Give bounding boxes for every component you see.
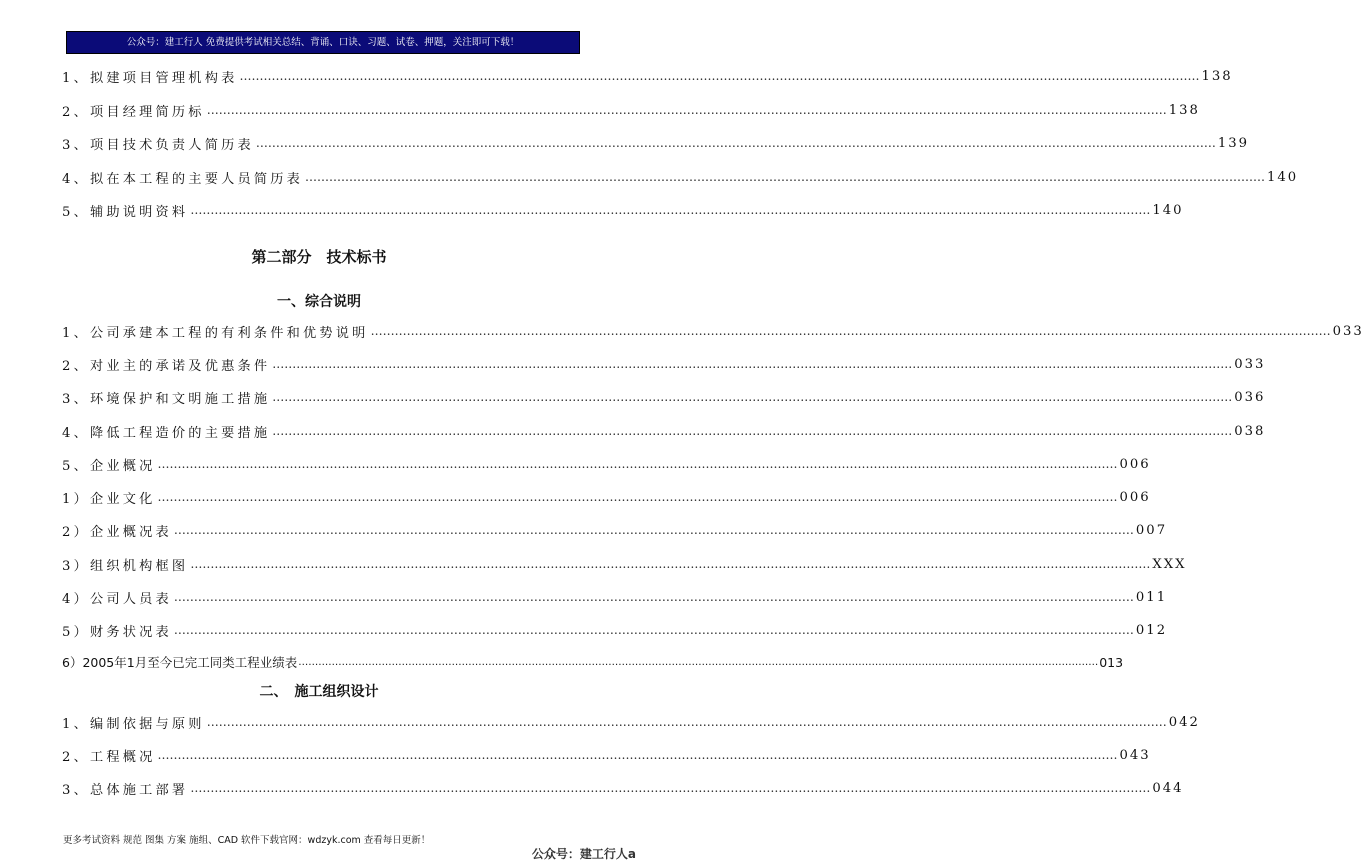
toc-leader-dots: ……………………………………………………………………………………………………………………………………………………………………………………………………………………	[157, 457, 1118, 471]
toc-entry-title: 2、工程概况	[62, 749, 156, 765]
toc-entry-page: 006	[1119, 489, 1151, 505]
toc-entry	[62, 587, 1168, 607]
toc-entry	[62, 652, 1124, 672]
toc-entry	[62, 487, 1151, 507]
toc-entry-page: 038	[1234, 423, 1266, 439]
toc-leader-dots: ……………………………………………………………………………………………………………………………………………………………………………………………………………………	[272, 424, 1233, 438]
toc-entry	[62, 778, 1184, 798]
toc-entry	[62, 554, 1187, 574]
toc-entry-page: 139	[1217, 135, 1250, 151]
toc-entry-page: 042	[1168, 714, 1200, 730]
section-heading: 二、 施工组织设计	[259, 684, 379, 700]
toc-entry	[62, 620, 1168, 640]
toc-entry-page: XXX	[1152, 556, 1187, 572]
toc-entry-page: 036	[1234, 389, 1266, 405]
toc-entry-page: 138	[1201, 68, 1233, 84]
top-banner: 公众号：建工行人 免费提供考试相关总结、背诵、口诀、习题、试卷、押题，关注即可下载！	[66, 31, 580, 54]
toc-entry-title: 3、项目技术负责人简历表	[62, 137, 254, 153]
toc-leader-dots: ……………………………………………………………………………………………………………………………………………………………………………………………………………………	[173, 623, 1134, 637]
toc-leader-dots: ……………………………………………………………………………………………………………………………………………………………………………………………………………………	[272, 357, 1233, 371]
toc-entry-title: 2、项目经理简历标	[62, 104, 205, 120]
toc-leader-dots: ……………………………………………………………………………………………………………………………………………………………………………………………………………………	[239, 69, 1200, 83]
toc-leader-dots: ……………………………………………………………………………………………………………………………………………………………………………………………………………………	[272, 390, 1233, 404]
toc-entry-title: 4、降低工程造价的主要措施	[62, 425, 271, 441]
toc-entry-page: 033	[1332, 323, 1364, 339]
toc-entry-title: 4、拟在本工程的主要人员简历表	[62, 171, 304, 187]
toc-entry-title: 2）企业概况表	[62, 524, 172, 540]
toc-entry	[62, 167, 1299, 187]
toc-leader-dots: ……………………………………………………………………………………………………………………………………………………………………………………………………………………	[190, 557, 1151, 571]
toc-entry	[62, 712, 1200, 732]
section-heading: 一、综合说明	[277, 294, 361, 310]
toc-entry-title: 2、对业主的承诺及优惠条件	[62, 358, 271, 374]
toc-leader-dots: ……………………………………………………………………………………………………………………………………………………………………………………………………………………	[305, 170, 1266, 184]
toc-entry	[62, 100, 1200, 120]
toc-entry	[62, 745, 1151, 765]
toc-entry	[62, 200, 1184, 220]
toc-entry-title: 1、编制依据与原则	[62, 716, 205, 732]
part-heading: 第二部分 技术标书	[251, 248, 387, 266]
toc-entry	[62, 66, 1233, 86]
toc-entry-title: 6）2005年1月至今已完工同类工程业绩表	[62, 655, 298, 670]
toc-entry-title: 1）企业文化	[62, 491, 156, 507]
toc-entry-page: 006	[1119, 456, 1151, 472]
toc-entry-page: 012	[1135, 622, 1168, 638]
toc-leader-dots: ……………………………………………………………………………………………………………………………………………………………………………………………………………………	[255, 136, 1216, 150]
toc-leader-dots: ……………………………………………………………………………………………………………………………………………………………………………………………………………………	[206, 103, 1167, 117]
toc-entry	[62, 321, 1364, 341]
toc-entry-title: 5、企业概况	[62, 458, 156, 474]
toc-entry-page: 007	[1135, 522, 1168, 538]
toc-entry-title: 1、公司承建本工程的有利条件和优势说明	[62, 325, 369, 341]
footer-note: 更多考试资料 规范 图集 方案 施组、CAD 软件下载官网：wdzyk.com 查看每日更新！	[63, 835, 431, 846]
toc-entry-title: 5）财务状况表	[62, 624, 172, 640]
toc-entry-title: 5、辅助说明资料	[62, 204, 189, 220]
toc-leader-dots: ……………………………………………………………………………………………………………………………………………………………………………………………………………………	[173, 523, 1134, 537]
toc-entry-page: 011	[1135, 589, 1168, 605]
toc-leader-dots: ……………………………………………………………………………………………………………………………………………………………………………………………………………………	[190, 781, 1151, 795]
toc-entry-page: 013	[1099, 654, 1124, 670]
toc-entry	[62, 387, 1266, 407]
toc-entry-page: 140	[1152, 202, 1184, 218]
toc-entry	[62, 421, 1266, 441]
footer-watermark: 公众号：建工行人a	[531, 847, 636, 861]
toc-leader-dots: ……………………………………………………………………………………………………………………………………………………………………………………………………………………	[173, 590, 1134, 604]
toc-entry-page: 044	[1152, 780, 1184, 796]
toc-entry	[62, 520, 1168, 540]
toc-entry-title: 1、拟建项目管理机构表	[62, 70, 238, 86]
toc-entry-title: 3、总体施工部署	[62, 782, 189, 798]
toc-leader-dots: ……………………………………………………………………………………………………………………………………………………………………………………………………………………	[206, 715, 1167, 729]
toc-leader-dots: ……………………………………………………………………………………………………………………………………………………………………………………………………………………	[370, 324, 1331, 338]
toc-entry	[62, 354, 1266, 374]
toc-entry-page: 043	[1119, 747, 1151, 763]
toc-entry-page: 140	[1267, 169, 1299, 185]
toc-leader-dots: ……………………………………………………………………………………………………………………………………………………………………………………………………………………	[298, 656, 1099, 668]
toc-entry-page: 138	[1168, 102, 1200, 118]
toc-entry	[62, 133, 1250, 153]
toc-entry-title: 3、环境保护和文明施工措施	[62, 391, 271, 407]
toc-entry	[62, 454, 1151, 474]
toc-leader-dots: ……………………………………………………………………………………………………………………………………………………………………………………………………………………	[157, 490, 1118, 504]
toc-leader-dots: ……………………………………………………………………………………………………………………………………………………………………………………………………………………	[190, 203, 1151, 217]
toc-entry-page: 033	[1234, 356, 1266, 372]
toc-entry-title: 4）公司人员表	[62, 591, 172, 607]
toc-entry-title: 3）组织机构框图	[62, 558, 189, 574]
toc-leader-dots: ……………………………………………………………………………………………………………………………………………………………………………………………………………………	[157, 748, 1118, 762]
